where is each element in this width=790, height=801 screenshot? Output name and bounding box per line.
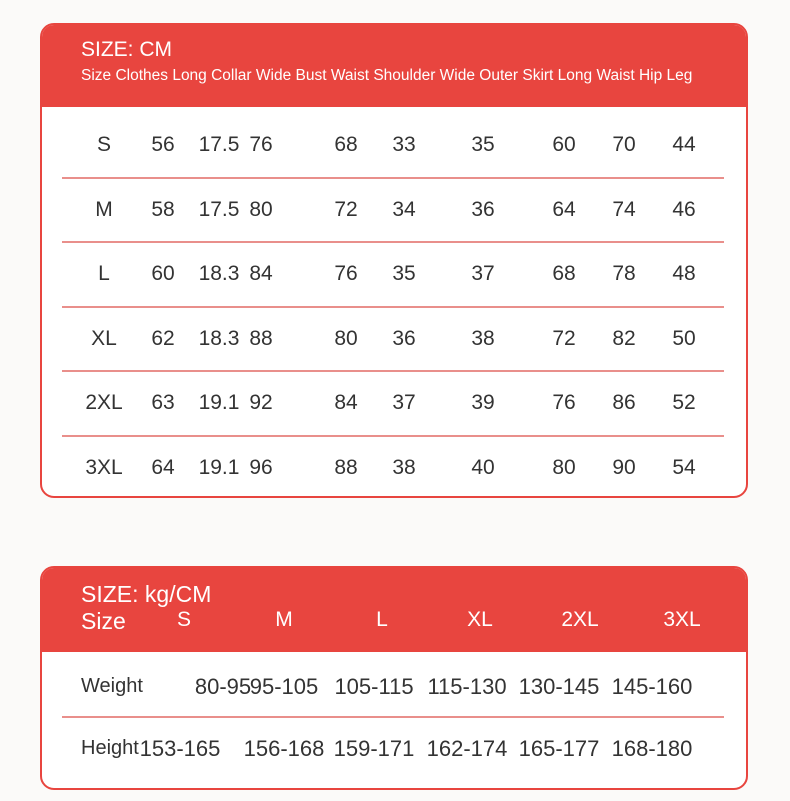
size-cm-value-cell: 35 [392,262,416,285]
size-cm-value-cell: 72 [552,326,576,350]
size-cm-value-cell: 70 [612,133,636,156]
size-cm-value-cell: 48 [672,262,696,285]
size-kg-height-label: Height [81,737,139,759]
size-cm-value-cell: 17.5 [198,197,240,221]
size-cm-value-cell: 80 [249,197,273,221]
size-cm-row [42,436,746,499]
size-cm-value-cell: 76 [552,391,576,414]
size-cm-value-cell: 80 [552,455,576,479]
size-kg-weight-value: 80-95 [194,674,252,699]
size-cm-value-cell: 62 [151,326,175,350]
size-cm-value-cell: 19.1 [198,391,240,414]
size-cm-row [42,113,746,177]
size-cm-value-cell: 37 [471,262,495,285]
size-kg-weight-value: 105-115 [334,674,414,699]
size-kg-title: SIZE: kg/CM [81,581,212,607]
size-cm-value-cell: 84 [334,391,358,414]
size-cm-value-cell: 90 [612,455,636,479]
size-cm-value-cell: 17.5 [198,133,240,156]
size-cm-size-cell: S [96,133,112,156]
size-cm-value-cell: 33 [392,133,416,156]
size-cm-value-cell: 38 [392,455,416,479]
size-cm-value-cell: 60 [151,262,175,285]
size-cm-value-cell: 76 [249,133,273,156]
size-cm-value-cell: 64 [151,455,175,479]
size-cm-value-cell: 18.3 [198,326,240,350]
size-kg-weight-value: 95-105 [249,674,319,699]
size-kg-height-value: 162-174 [426,736,508,761]
size-cm-columns: Size Clothes Long Collar Wide Bust Waist Shoulder Wide Outer Skirt Long Waist Hip Leg [81,67,693,84]
size-cm-value-cell: 68 [334,133,358,156]
size-cm-value-cell: 86 [612,391,636,414]
size-cm-row [42,242,746,306]
size-cm-value-cell: 40 [471,455,495,479]
size-cm-value-cell: 92 [249,391,273,414]
size-kg-height-value: 165-177 [518,736,600,761]
size-cm-table [40,23,748,498]
size-kg-weight-label: Weight [81,675,143,697]
size-cm-value-cell: 50 [672,326,696,350]
size-cm-value-cell: 37 [392,391,416,414]
size-kg-size-header: 3XL [663,608,701,631]
size-cm-value-cell: 68 [552,262,576,285]
size-cm-header [42,25,746,107]
size-kg-size-label: Size [81,608,126,634]
size-cm-value-cell: 56 [151,133,175,156]
size-cm-value-cell: 19.1 [198,455,240,479]
size-cm-value-cell: 63 [151,391,175,414]
size-cm-row [42,307,746,371]
size-cm-value-cell: 76 [334,262,358,285]
size-kg-header [42,568,746,652]
size-cm-value-cell: 74 [612,197,636,221]
size-cm-title: SIZE: CM [81,38,173,61]
size-cm-size-cell: 2XL [85,391,123,414]
size-kg-height-value: 159-171 [333,736,415,761]
size-cm-value-cell: 72 [334,197,358,221]
size-cm-size-cell: L [98,262,110,285]
size-kg-size-header: M [275,608,293,631]
size-cm-value-cell: 80 [334,326,358,350]
size-cm-value-cell: 18.3 [198,262,240,285]
size-cm-row [42,371,746,435]
size-kg-weight-value: 130-145 [518,674,600,699]
size-kg-height-value: 156-168 [243,736,325,761]
size-cm-value-cell: 78 [612,262,636,285]
size-kg-height-value: 153-165 [139,736,221,761]
size-cm-value-cell: 88 [249,326,273,350]
size-cm-value-cell: 44 [672,133,696,156]
size-cm-value-cell: 39 [471,391,495,414]
row-divider [62,716,724,718]
size-kg-table [40,566,748,790]
size-cm-value-cell: 82 [612,326,636,350]
size-cm-size-cell: 3XL [85,455,123,479]
size-cm-value-cell: 36 [471,197,495,221]
size-cm-value-cell: 84 [249,262,273,285]
size-kg-weight-value: 145-160 [611,674,693,699]
size-cm-value-cell: 34 [392,197,416,221]
size-kg-size-header: L [376,608,388,631]
size-cm-value-cell: 58 [151,197,175,221]
size-cm-value-cell: 60 [552,133,576,156]
size-kg-size-header: XL [467,608,493,631]
size-cm-size-cell: M [95,197,113,221]
size-cm-value-cell: 52 [672,391,696,414]
size-cm-value-cell: 96 [249,455,273,479]
size-cm-size-cell: XL [91,326,117,350]
size-cm-value-cell: 36 [392,326,416,350]
size-cm-value-cell: 46 [672,197,696,221]
size-cm-value-cell: 88 [334,455,358,479]
size-cm-row [42,178,746,242]
size-cm-value-cell: 64 [552,197,576,221]
size-kg-size-header: S [176,608,192,631]
size-cm-value-cell: 35 [471,133,495,156]
size-kg-weight-value: 115-130 [427,674,507,699]
size-kg-height-value: 168-180 [611,736,693,761]
size-cm-value-cell: 38 [471,326,495,350]
size-cm-value-cell: 54 [672,455,696,479]
size-kg-size-header: 2XL [561,608,599,631]
